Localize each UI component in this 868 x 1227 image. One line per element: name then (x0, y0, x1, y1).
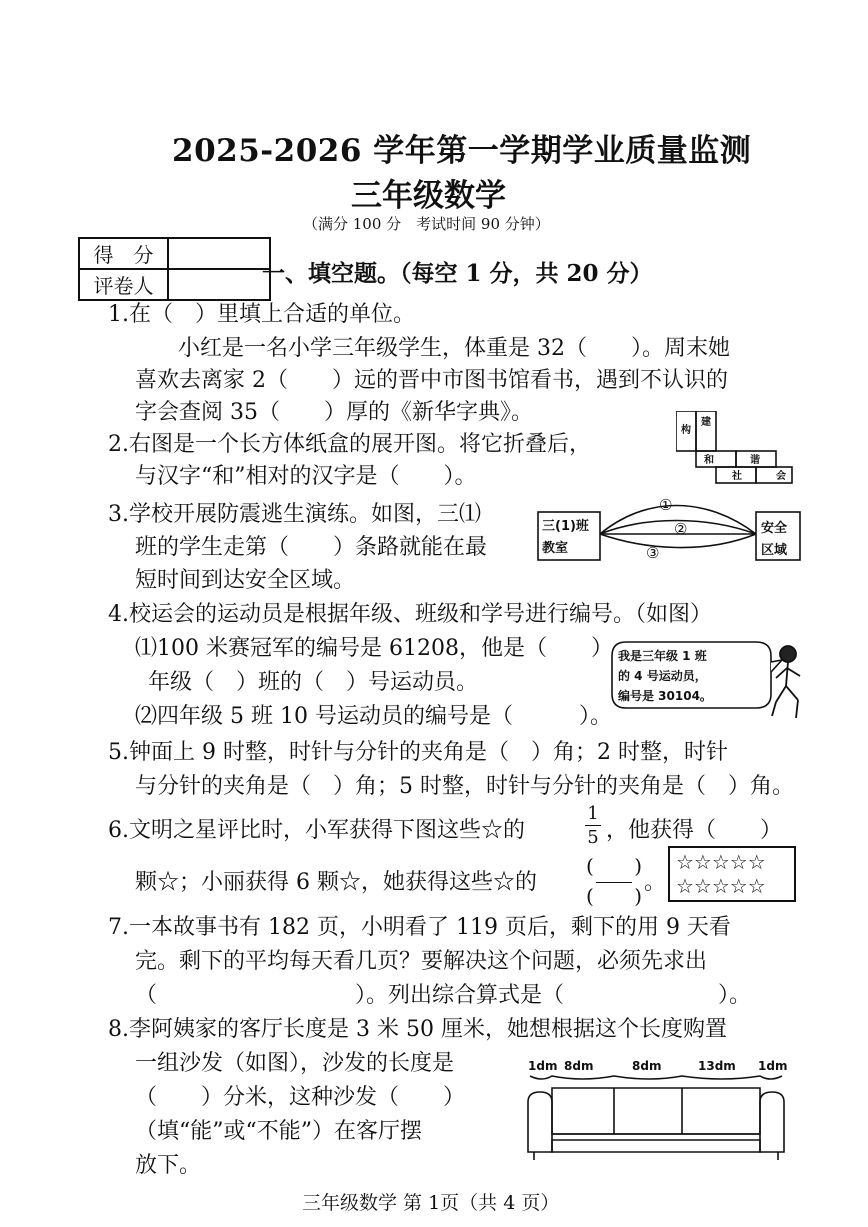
sofa-figure (522, 1056, 790, 1164)
q7-line3: （ ）。列出综合算式是（ ）。 (135, 983, 752, 1008)
q5-line1: 5.钟面上 9 时整，时针与分针的夹角是（ ）角；2 时整，时针 (108, 740, 728, 765)
bubble-line-2: 的 4 号运动员， (618, 669, 707, 683)
net-char-1: 构 (681, 425, 691, 436)
q8-line4: （填“能”或“不能”）在客厅摆 (135, 1119, 422, 1144)
bubble-line-3: 编号是 30104。 (618, 689, 712, 703)
score-cell (168, 238, 270, 269)
route-2-marker: ② (674, 520, 688, 538)
room-label-2: 教室 (542, 541, 569, 556)
exam-title: 2025-2026 学年第一学期学业质量监测 (172, 133, 752, 169)
q4-line3: 年级（ ）班的（ ）号运动员。 (148, 670, 479, 695)
q4-line1: 4.校运会的运动员是根据年级、班级和学号进行编号。（如图） (108, 602, 712, 627)
dim-arm-right: 1dm (758, 1059, 788, 1073)
exam-info: （满分 100 分 考试时间 90 分钟） (303, 215, 550, 233)
speech-bubble-figure (606, 636, 806, 726)
q3-line1: 3.学校开展防震逃生演练。如图，三⑴ (108, 502, 481, 527)
safe-label-1: 安全 (761, 521, 788, 536)
evacuation-route-figure (536, 494, 804, 570)
fraction-denominator: 5 (587, 827, 599, 848)
room-label-1: 三(1)班 (542, 519, 589, 534)
dim-arm-left: 1dm (528, 1059, 558, 1073)
q7-line1: 7.一本故事书有 182 页，小明看了 119 页后，剩下的用 9 天看 (108, 915, 731, 940)
stars-box (668, 846, 796, 902)
q4-line4: ⑵四年级 5 班 10 号运动员的编号是（ ）。 (135, 704, 612, 729)
fraction-bar (585, 825, 601, 826)
q8-line5: 放下。 (135, 1153, 202, 1178)
dim-seat-1: 8dm (564, 1059, 594, 1073)
q1-stem: 1.在（ ）里填上合适的单位。 (108, 302, 415, 327)
q3-line3: 短时间到达安全区域。 (135, 568, 356, 593)
fraction-numerator: 1 (587, 803, 599, 824)
route-3-marker: ③ (646, 544, 660, 562)
q4-line2: ⑴100 米赛冠军的编号是 61208，他是（ ） (135, 636, 613, 661)
stars-row-2: ☆☆☆☆☆ (676, 874, 766, 898)
net-char-3: 和 (704, 455, 714, 466)
q5-line2: 与分针的夹角是（ ）角；5 时整，时针与分针的夹角是（ ）角。 (135, 774, 794, 799)
q6-line1a: 6.文明之星评比时，小军获得下图这些☆的 (108, 818, 525, 843)
grader-label: 评卷人 (79, 269, 168, 300)
q2-line2: 与汉字“和”相对的汉字是（ ）。 (135, 464, 477, 489)
q1-line2: 喜欢去离家 2（ ）远的晋中市图书馆看书，遇到不认识的 (135, 368, 728, 393)
score-table (78, 237, 271, 301)
page-footer: 三年级数学 第 1页（共 4 页） (302, 1192, 560, 1214)
section-heading: 一、填空题。（每空 1 分，共 20 分） (262, 260, 653, 287)
net-char-4: 谐 (750, 455, 760, 466)
q1-line1: 小红是一名小学三年级学生，体重是 32（ ）。周末她 (178, 336, 730, 361)
q8-line1: 8.李阿姨家的客厅长度是 3 米 50 厘米，她想根据这个长度购置 (108, 1017, 727, 1042)
bubble-line-1: 我是三年级 1 班 (618, 649, 707, 663)
box-net-figure (676, 411, 796, 493)
q3-line2: 班的学生走第（ ）条路就能在最 (135, 535, 488, 560)
route-1-marker: ① (659, 496, 673, 514)
q8-line3: （ ）分米，这种沙发（ ） (135, 1085, 466, 1110)
athlete-icon (772, 646, 800, 718)
q6-line2: 颗☆；小丽获得 6 颗☆，她获得这些☆的 (135, 870, 537, 895)
net-char-6: 会 (776, 471, 786, 482)
dim-seat-3: 13dm (698, 1059, 736, 1073)
dim-seat-2: 8dm (632, 1059, 662, 1073)
q1-line3: 字会查阅 35（ ）厚的《新华字典》。 (135, 400, 533, 425)
safe-label-2: 区域 (761, 543, 788, 558)
net-char-2: 建 (701, 417, 711, 428)
fraction-blank: ( ) ( ) (586, 854, 642, 908)
q8-line2: 一组沙发（如图），沙发的长度是 (135, 1051, 455, 1076)
q6-line2b: 。 (644, 870, 667, 895)
score-label: 得 分 (79, 238, 168, 269)
q2-line1: 2.右图是一个长方体纸盒的展开图。将它折叠后， (108, 432, 591, 457)
subject-title: 三年级数学 (351, 178, 506, 214)
net-char-5: 社 (732, 471, 742, 482)
fraction-one-fifth (581, 803, 605, 848)
q7-line2: 完。剩下的平均每天看几页？要解决这个问题，必须先求出 (135, 949, 708, 974)
grader-cell (168, 269, 270, 300)
stars-row-1: ☆☆☆☆☆ (676, 850, 766, 874)
q6-line1b: ，他获得（ ） (606, 818, 783, 843)
